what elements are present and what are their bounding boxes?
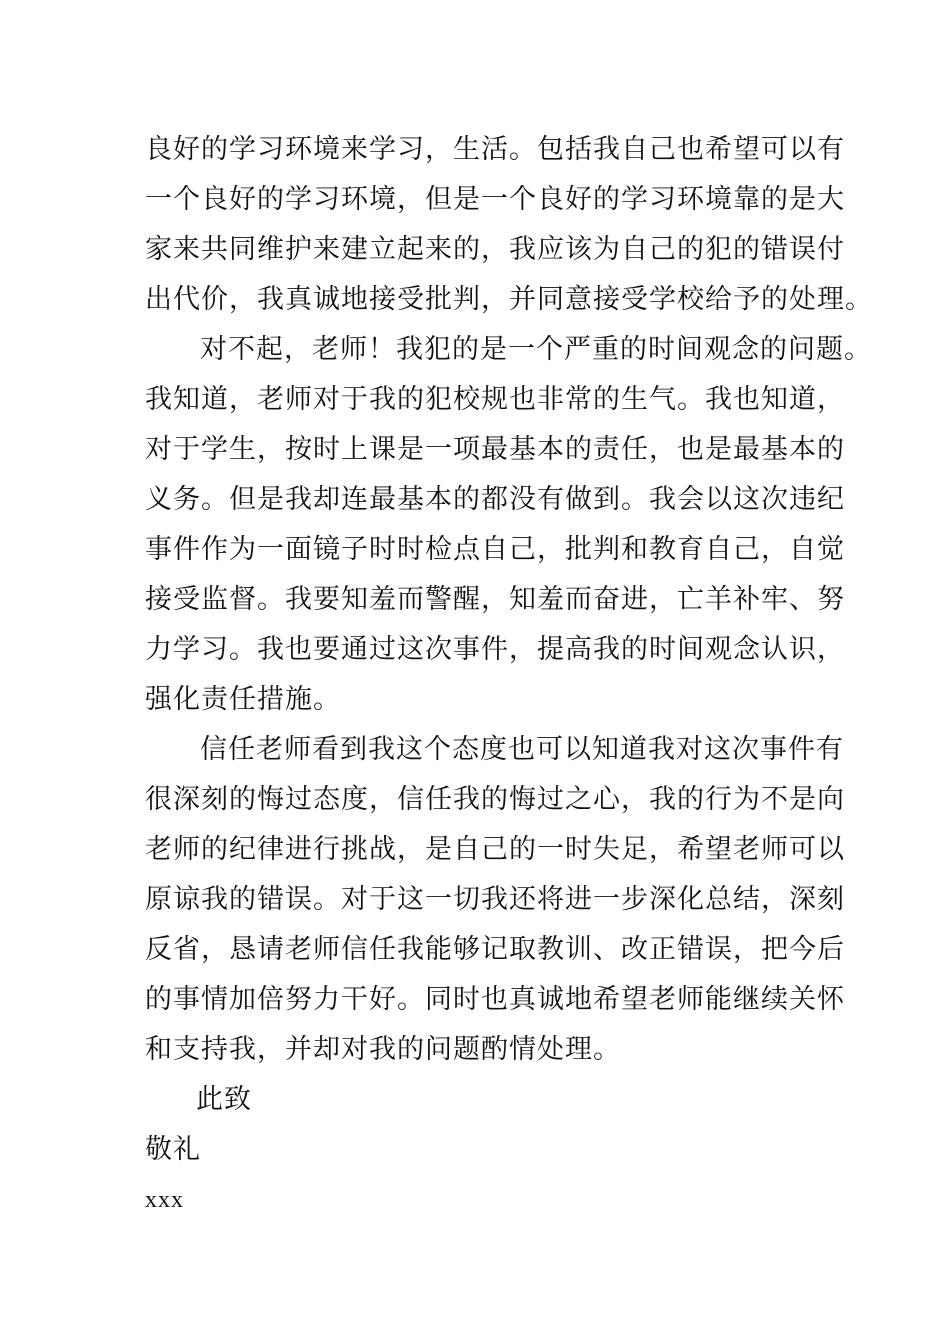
paragraph-2-line-5: 事件作为一面镜子时时检点自己，批判和教育自己，自觉 (145, 534, 845, 565)
paragraph-3-line-3: 老师的纪律进行挑战，是自己的一时失足，希望老师可以 (145, 834, 845, 865)
closing-regards: 敬礼 (145, 1134, 201, 1165)
signature: xxx (145, 1187, 184, 1213)
paragraph-2-line-6: 接受监督。我要知羞而警醒，知羞而奋进，亡羊补牢、努 (145, 584, 845, 615)
paragraph-3-line-1: 信任老师看到我这个态度也可以知道我对这次事件有 (200, 734, 844, 765)
paragraph-3-line-2: 很深刻的悔过态度，信任我的悔过之心，我的行为不是向 (145, 784, 845, 815)
paragraph-2-line-1: 对不起，老师！我犯的是一个严重的时间观念的问题。 (200, 334, 872, 365)
paragraph-2-line-7: 力学习。我也要通过这次事件，提高我的时间观念认识， (145, 634, 845, 665)
paragraph-1-line-4: 出代价，我真诚地接受批判，并同意接受学校给予的处理。 (145, 284, 873, 315)
paragraph-1-line-1: 良好的学习环境来学习，生活。包括我自己也希望可以有 (145, 134, 845, 165)
paragraph-3-line-6: 的事情加倍努力干好。同时也真诚地希望老师能继续关怀 (145, 984, 845, 1015)
paragraph-3-line-7: 和支持我，并却对我的问题酌情处理。 (145, 1034, 621, 1065)
paragraph-2-line-8: 强化责任措施。 (145, 684, 341, 715)
paragraph-1-line-3: 家来共同维护来建立起来的，我应该为自己的犯的错误付 (145, 234, 845, 265)
closing-salutation: 此致 (196, 1084, 252, 1115)
paragraph-2-line-3: 对于学生，按时上课是一项最基本的责任，也是最基本的 (145, 434, 845, 465)
paragraph-3-line-4: 原谅我的错误。对于这一切我还将进一步深化总结，深刻 (145, 884, 845, 915)
paragraph-2-line-4: 义务。但是我却连最基本的都没有做到。我会以这次违纪 (145, 484, 845, 515)
paragraph-3-line-5: 反省，恳请老师信任我能够记取教训、改正错误，把今后 (145, 934, 845, 965)
paragraph-2-line-2: 我知道，老师对于我的犯校规也非常的生气。我也知道， (145, 384, 845, 415)
paragraph-1-line-2: 一个良好的学习环境，但是一个良好的学习环境靠的是大 (145, 184, 845, 215)
